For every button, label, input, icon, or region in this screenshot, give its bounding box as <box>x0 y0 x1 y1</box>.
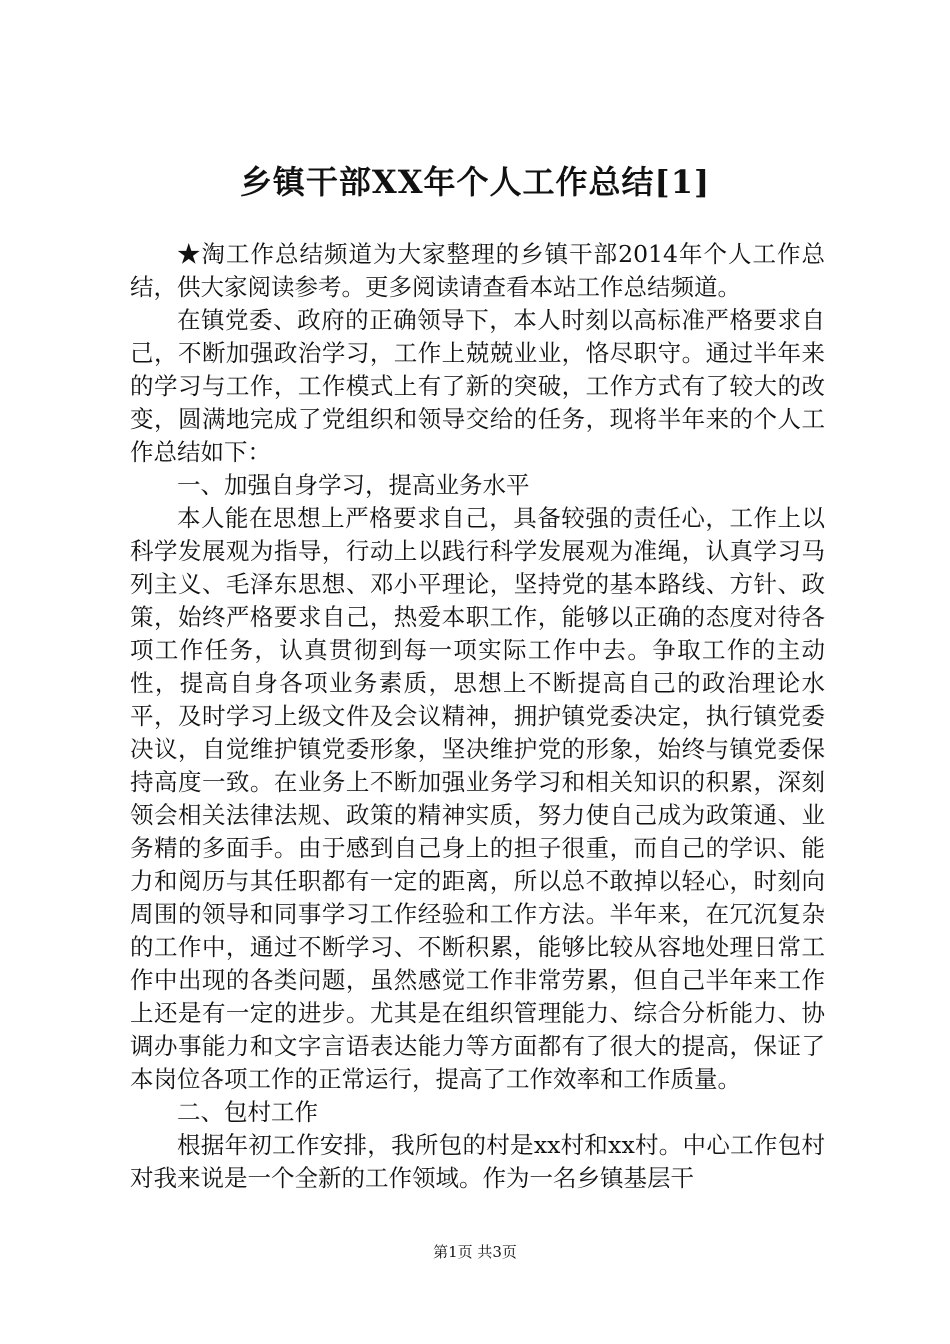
page-footer: 第1页 共3页 <box>433 1243 517 1261</box>
section-1-paragraph: 本人能在思想上严格要求自己，具备较强的责任心，工作上以科学发展观为指导，行动上以践行科学发展观为准绳，认真学习马列主义、毛泽东思想、邓小平理论，坚持党的基本路线、方针、政策，始终严格要求自己，热爱本职工作，能够以正确的态度对待各项工作任务，认真贯彻到每一项实际工作中去。争取工作的主动性，提高自身各项业务素质，思想上不断提高自己的政治理论水平，及时学习上级文件及会议精神，拥护镇党委决定，执行镇党委决议，自觉维护镇党委形象，坚决维护党的形象，始终与镇党委保持高度一致。在业务上不断加强业务学习和相关知识的积累，深刻领会相关法律法规、政策的精神实质，努力使自己成为政策通、业务精的多面手。由于感到自己身上的担子很重，而自己的学识、能力和阅历与其任职都有一定的距离，所以总不敢掉以轻心，时刻向周围的领导和同事学习工作经验和工作方法。半年来，在冗沉复杂的工作中，通过不断学习、不断积累，能够比较从容地处理日常工作中出现的各类问题，虽然感觉工作非常劳累，但自己半年来工作上还是有一定的进步。尤其是在组织管理能力、综合分析能力、协调办事能力和文字言语表达能力等方面都有了很大的提高，保证了本岗位各项工作的正常运行，提高了工作效率和工作质量。 <box>130 504 825 1093</box>
document-title: 乡镇干部XX年个人工作总结[1] <box>239 163 711 201</box>
section-heading-1: 一、加强自身学习，提高业务水平 <box>177 471 530 499</box>
section-heading-2: 二、包村工作 <box>177 1098 318 1126</box>
section-2-paragraph: 根据年初工作安排，我所包的村是xx村和xx村。中心工作包村对我来说是一个全新的工作领域。作为一名乡镇基层干 <box>130 1131 825 1192</box>
opening-paragraph: 在镇党委、政府的正确领导下，本人时刻以高标准严格要求自己，不断加强政治学习，工作上兢兢业业，恪尽职守。通过半年来的学习与工作，工作模式上有了新的突破，工作方式有了较大的改变，圆满地完成了党组织和领导交给的任务，现将半年来的个人工作总结如下： <box>130 306 825 466</box>
document-body <box>130 238 825 1195</box>
intro-paragraph: ★淘工作总结频道为大家整理的乡镇干部2014年个人工作总结，供大家阅读参考。更多阅读请查看本站工作总结频道。 <box>130 240 825 301</box>
